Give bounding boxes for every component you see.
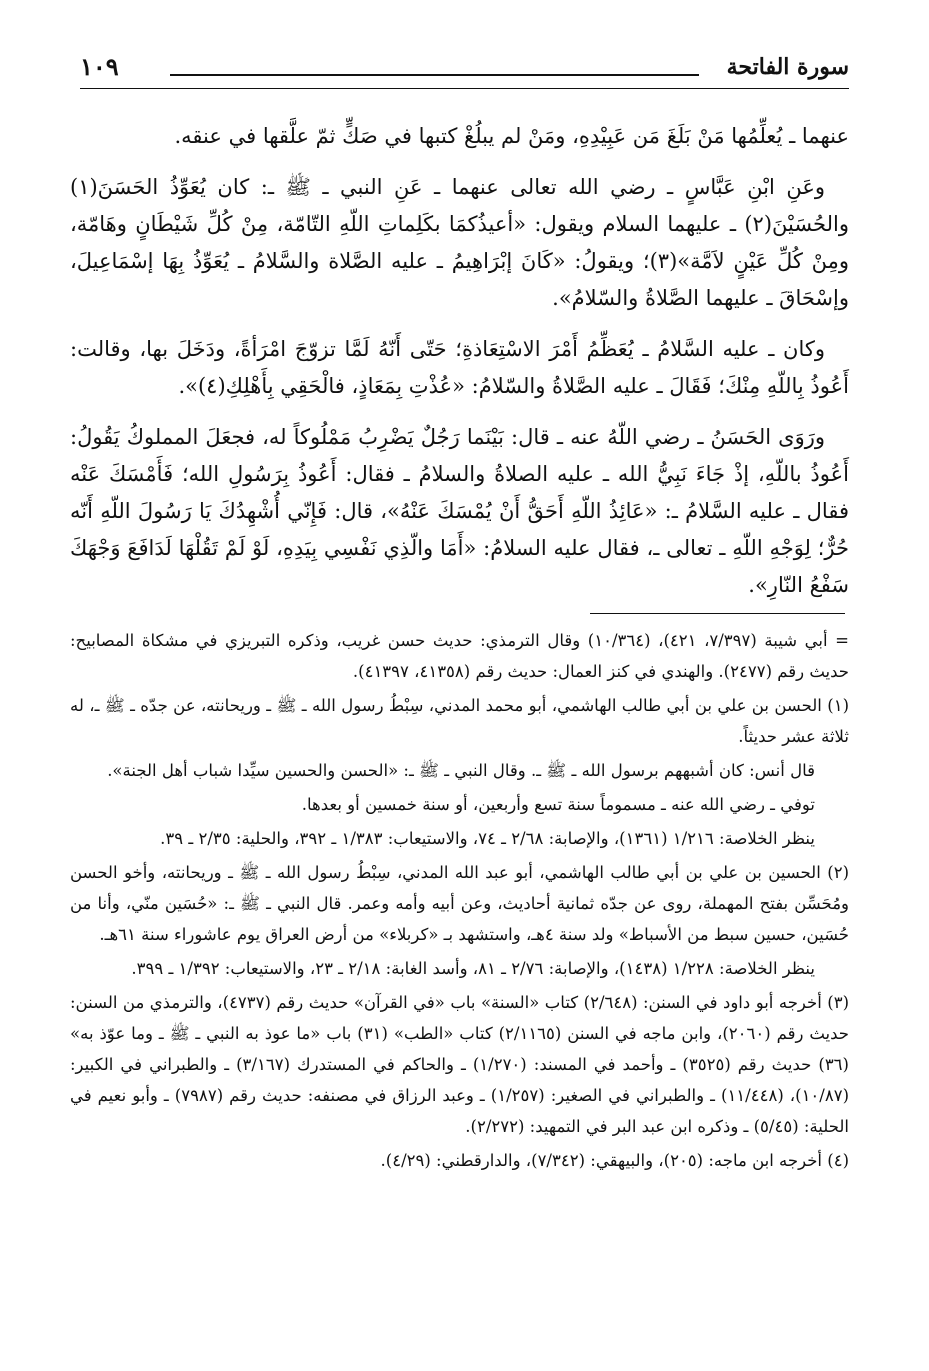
- footnote-marker: (٣): [827, 993, 850, 1012]
- footnote-continuation: [70, 625, 849, 687]
- header-rule: [170, 74, 699, 76]
- footnote-3: [70, 987, 849, 1142]
- paragraph: وعَنِ ابْنِ عَبَّاسٍ ـ رضي الله تعالى عنهما ـ عَنِ النبي ـ ﷺ ـ: كان يُعَوِّذُ الحَسَنَ(١) والحُسَيْنَ(٢) ـ عليهما السلام ويقول: «أعيذُكمَا بكَلِماتِ اللّهِ التّامّة، مِنْ كُلِّ شَيْطَانٍ وهَامّة، ومِنْ كُلِّ عَيْنٍ لاَمَّة»(٣)؛ ويقولُ: «كَانَ إبْرَاهِيمُ ـ عليه الصَّلاة والسَّلامُ ـ يُعَوِّذُ بِهَا إسْمَاعِيلَ، وإسْحَاقَ ـ عليهما الصَّلاةُ والسّلامُ».: [70, 175, 849, 310]
- footnote-separator: [590, 613, 845, 614]
- footnote-1: [70, 690, 849, 752]
- footnote-marker: (١): [827, 696, 849, 715]
- paragraph: ورَوَى الحَسَنُ ـ رضي اللّهُ عنه ـ قال: بَيْنَما رَجُلٌ يَضْرِبُ مَمْلُوكاً له، فجعَلَ المملوكُ يَقُولُ: أَعُوذُ باللّهِ، إذْ جَاءَ نَبِيُّ الله ـ عليه الصلاةُ والسلامُ ـ فقال: أَعُوذُ بِرَسُولِ الله؛ فَأَمْسَكَ عَنْه فقال ـ عليه السَّلامُ ـ: «عَائِذُ اللّهِ أَحَقُّ أَنْ يُمْسَكَ عَنْهُ»، قال: فَإِنّي أُشْهِدُكَ يَا رَسُولَ اللّهِ أَنّه حُرٌّ؛ لِوَجْهِ اللّهِ ـ تعالى ـ، فقال عليه السلامُ: «أَمَا والّذِي نَفْسِي بِيَدِهِ، لَوْ لَمْ تَقُلْهَا لَدَافَعَ وَجْهَكَ سَفْعُ النّارِ».: [70, 425, 849, 597]
- footnotes: [70, 625, 849, 1179]
- footnote-text: الحسن بن علي بن أبي طالب الهاشمي، أبو محمد المدني، سِبْطُ رسول الله ـ ﷺ ـ وريحانته، عن جدّه ـ ﷺ ـ، له ثلاثة عشر حديثاً.: [70, 696, 849, 746]
- running-title: سورة الفاتحة: [726, 54, 849, 80]
- footnote-text: الحسين بن علي بن أبي طالب الهاشمي، أبو عبد الله المدني، سِبْطُ رسول الله ـ ﷺ ـ وريحانته، وأخو الحسن ومُحَسِّن بفتح المهملة، روى عن جدّه ثمانية أحاديث، وعن أبيه وأمه وعمر. قال النبي ـ ﷺ ـ: «حُسَين منّي، وأنا من حُسَين، حسين سبط من الأسباط» ولد سنة ٤هـ، واستشهد بـ «كربلاء» من أرض العراق يوم عاشوراء سنة ٦١هـ.: [70, 863, 849, 944]
- footnote-marker: (٢): [827, 863, 849, 882]
- header-underline: [80, 88, 849, 89]
- footnote-line: ينظر الخلاصة: ١/٢١٦ (١٣٦١)، والإصابة: ٢/٦٨ ـ ٧٤، والاستيعاب: ١/٣٨٣ ـ ٣٩٢، والحلية: ٢/٣٥ ـ ٣٩.: [160, 829, 815, 848]
- footnote-line: ينظر الخلاصة: ١/٢٢٨ (١٤٣٨)، والإصابة: ٢/٧٦ ـ ٨١، وأسد الغابة: ٢/١٨ ـ ٢٣، والاستيعاب: ١/٣٩٢ ـ ٣٩٩.: [131, 959, 815, 978]
- footnote-marker: =: [835, 631, 849, 650]
- footnote-line: توفي ـ رضي الله عنه ـ مسموماً سنة تسع وأربعين، أو سنة خمسين أو بعدها.: [301, 795, 815, 814]
- paragraph: عنهما ـ يُعلِّمُها مَنْ بَلَغَ مَن عَبِيْدِهِ، ومَنْ لم يبلُغْ كتبها في صَكٍّ ثمّ علَّقها في عنقه.: [174, 124, 849, 148]
- page-number: ١٠٩: [80, 52, 119, 81]
- footnote-line: قال أنس: كان أشبههم برسول الله ـ ﷺ ـ. وقال النبي ـ ﷺ ـ: «الحسن والحسين سيِّدا شباب أهل الجنة».: [107, 761, 815, 780]
- footnote-text: أبي شيبة (٧/٣٩٧، ٤٢١)، (١٠/٣٦٤) وقال الترمذي: حديث حسن غريب، وذكره التبريزي في مشكاة المصابيح: حديث رقم (٢٤٧٧). والهندي في كنز العمال: حديث رقم (٤١٣٥٨، ٤١٣٩٧).: [70, 631, 849, 681]
- footnote-2: [70, 857, 849, 950]
- main-text: [70, 118, 849, 618]
- page-header: [80, 52, 849, 92]
- paragraph: وكان ـ عليه السَّلامُ ـ يُعَظِّمُ أَمْرَ الاسْتِعَاذةِ؛ حَتّى أَنّهُ لَمَّا تزوّجَ امْرَأةً، ودَخَلَ بها، وقالت: أَعُوذُ بِاللّهِ مِنْكَ؛ فَقَالَ ـ عليه الصَّلاةُ والسّلامُ: «عُذْتِ بِمَعَاذٍ، فالْحَقِي بِأَهْلِكِ(٤)».: [70, 337, 849, 398]
- footnote-marker: (٤): [827, 1151, 849, 1170]
- footnote-text: أخرجه ابن ماجه: (٢٠٥)، والبيهقي: (٧/٣٤٢)، والدارقطني: (٤/٢٩).: [380, 1151, 822, 1170]
- footnote-4: [70, 1145, 849, 1176]
- footnote-text: أخرجه أبو داود في السنن: (٢/٦٤٨) كتاب «السنة» باب «في القرآن» حديث رقم (٤٧٣٧)، والترمذي من السنن: حديث رقم (٢٠٦٠)، وابن ماجه في السنن (٢/١١٦٥) كتاب «الطب» (٣١) باب «ما عوذ به النبي ـ ﷺ ـ وما عوّذ به» (٣٦) حديث رقم (٣٥٢٥) ـ وأحمد في المسند: (١/٢٧٠) ـ والحاكم في المستدرك (٣/١٦٧) ـ والطبراني في الكبير: (١٠/٨٧)، (١١/٤٤٨) ـ والطبراني في الصغير: (١/٢٥٧) ـ وعبد الرزاق في مصنفه: حديث رقم (٧٩٨٧) ـ وأبو نعيم في الحلية: (٥/٤٥) ـ وذكره ابن عبد البر في التمهيد: (٢/٢٧٢).: [70, 993, 850, 1136]
